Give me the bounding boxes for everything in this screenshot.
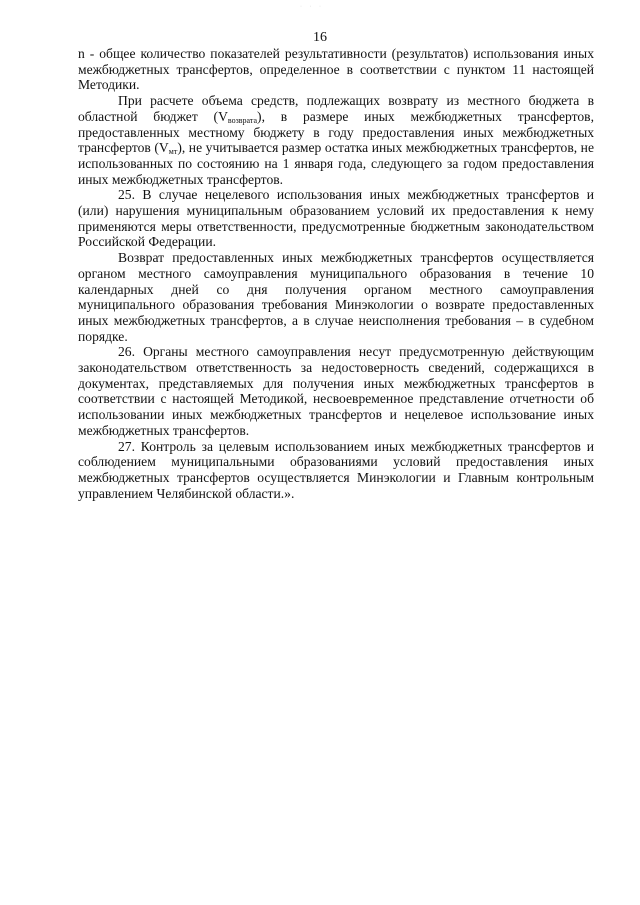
paragraph-25: 25. В случае нецелевого использования иных межбюджетных трансфертов и (или) нарушения муниципальным образованием условий их предоставления к нему применяются меры ответственности, предусмотренные бюджетным законодательством Российской Федерации. bbox=[78, 187, 594, 250]
subscript-mt: мт bbox=[168, 147, 178, 157]
paragraph-refund: Возврат предоставленных иных межбюджетных трансфертов осуществляется органом местного самоуправления муниципального образования в течение 10 календарных дней со дня получения органом местного самоуправления муниципального образования требования Минэкологии о возврате предоставленных иных межбюджетных трансфертов, а в случае неисполнения требования – в судебном порядке. bbox=[78, 250, 594, 344]
scan-artifact: · · · bbox=[300, 4, 324, 10]
paragraph-n-definition: n - общее количество показателей результативности (результатов) использования иных межбюджетных трансфертов, определенное в соответствии с пунктом 11 настоящей Методики. bbox=[78, 46, 594, 93]
paragraph-26: 26. Органы местного самоуправления несут предусмотренную действующим законодательством ответственность за недостоверность сведений, содержащихся в документах, представляемых для получения иных межбюджетных трансфертов в соответствии с настоящей Методикой, несвоевременное представление отчетности об использовании иных межбюджетных трансфертов и нецелевое использование иных межбюджетных трансфертов. bbox=[78, 344, 594, 438]
subscript-return: возврата bbox=[227, 115, 258, 125]
page-number: 16 bbox=[313, 30, 327, 45]
paragraph-27: 27. Контроль за целевым использованием иных межбюджетных трансфертов и соблюдением муниципальными образованиями условий предоставления иных межбюджетных трансфертов осуществляется Минэкологии и Главным контрольным управлением Челябинской области.». bbox=[78, 438, 594, 501]
paragraph-return-calculation: При расчете объема средств, подлежащих возврату из местного бюджета в областной бюджет $(V_{возврата})$, в размере иных межбюджетных трансфертов, предоставленных местному бюджету в году предоставления иных межбюджетных трансфертов $(V_{мт})$, не учитывается размер остатка иных межбюджетных трансфертов, не использованных по состоянию на 1 января года, следующего за годом предоставления иных межбюджетных трансфертов. bbox=[78, 93, 594, 187]
document-body bbox=[78, 46, 594, 501]
